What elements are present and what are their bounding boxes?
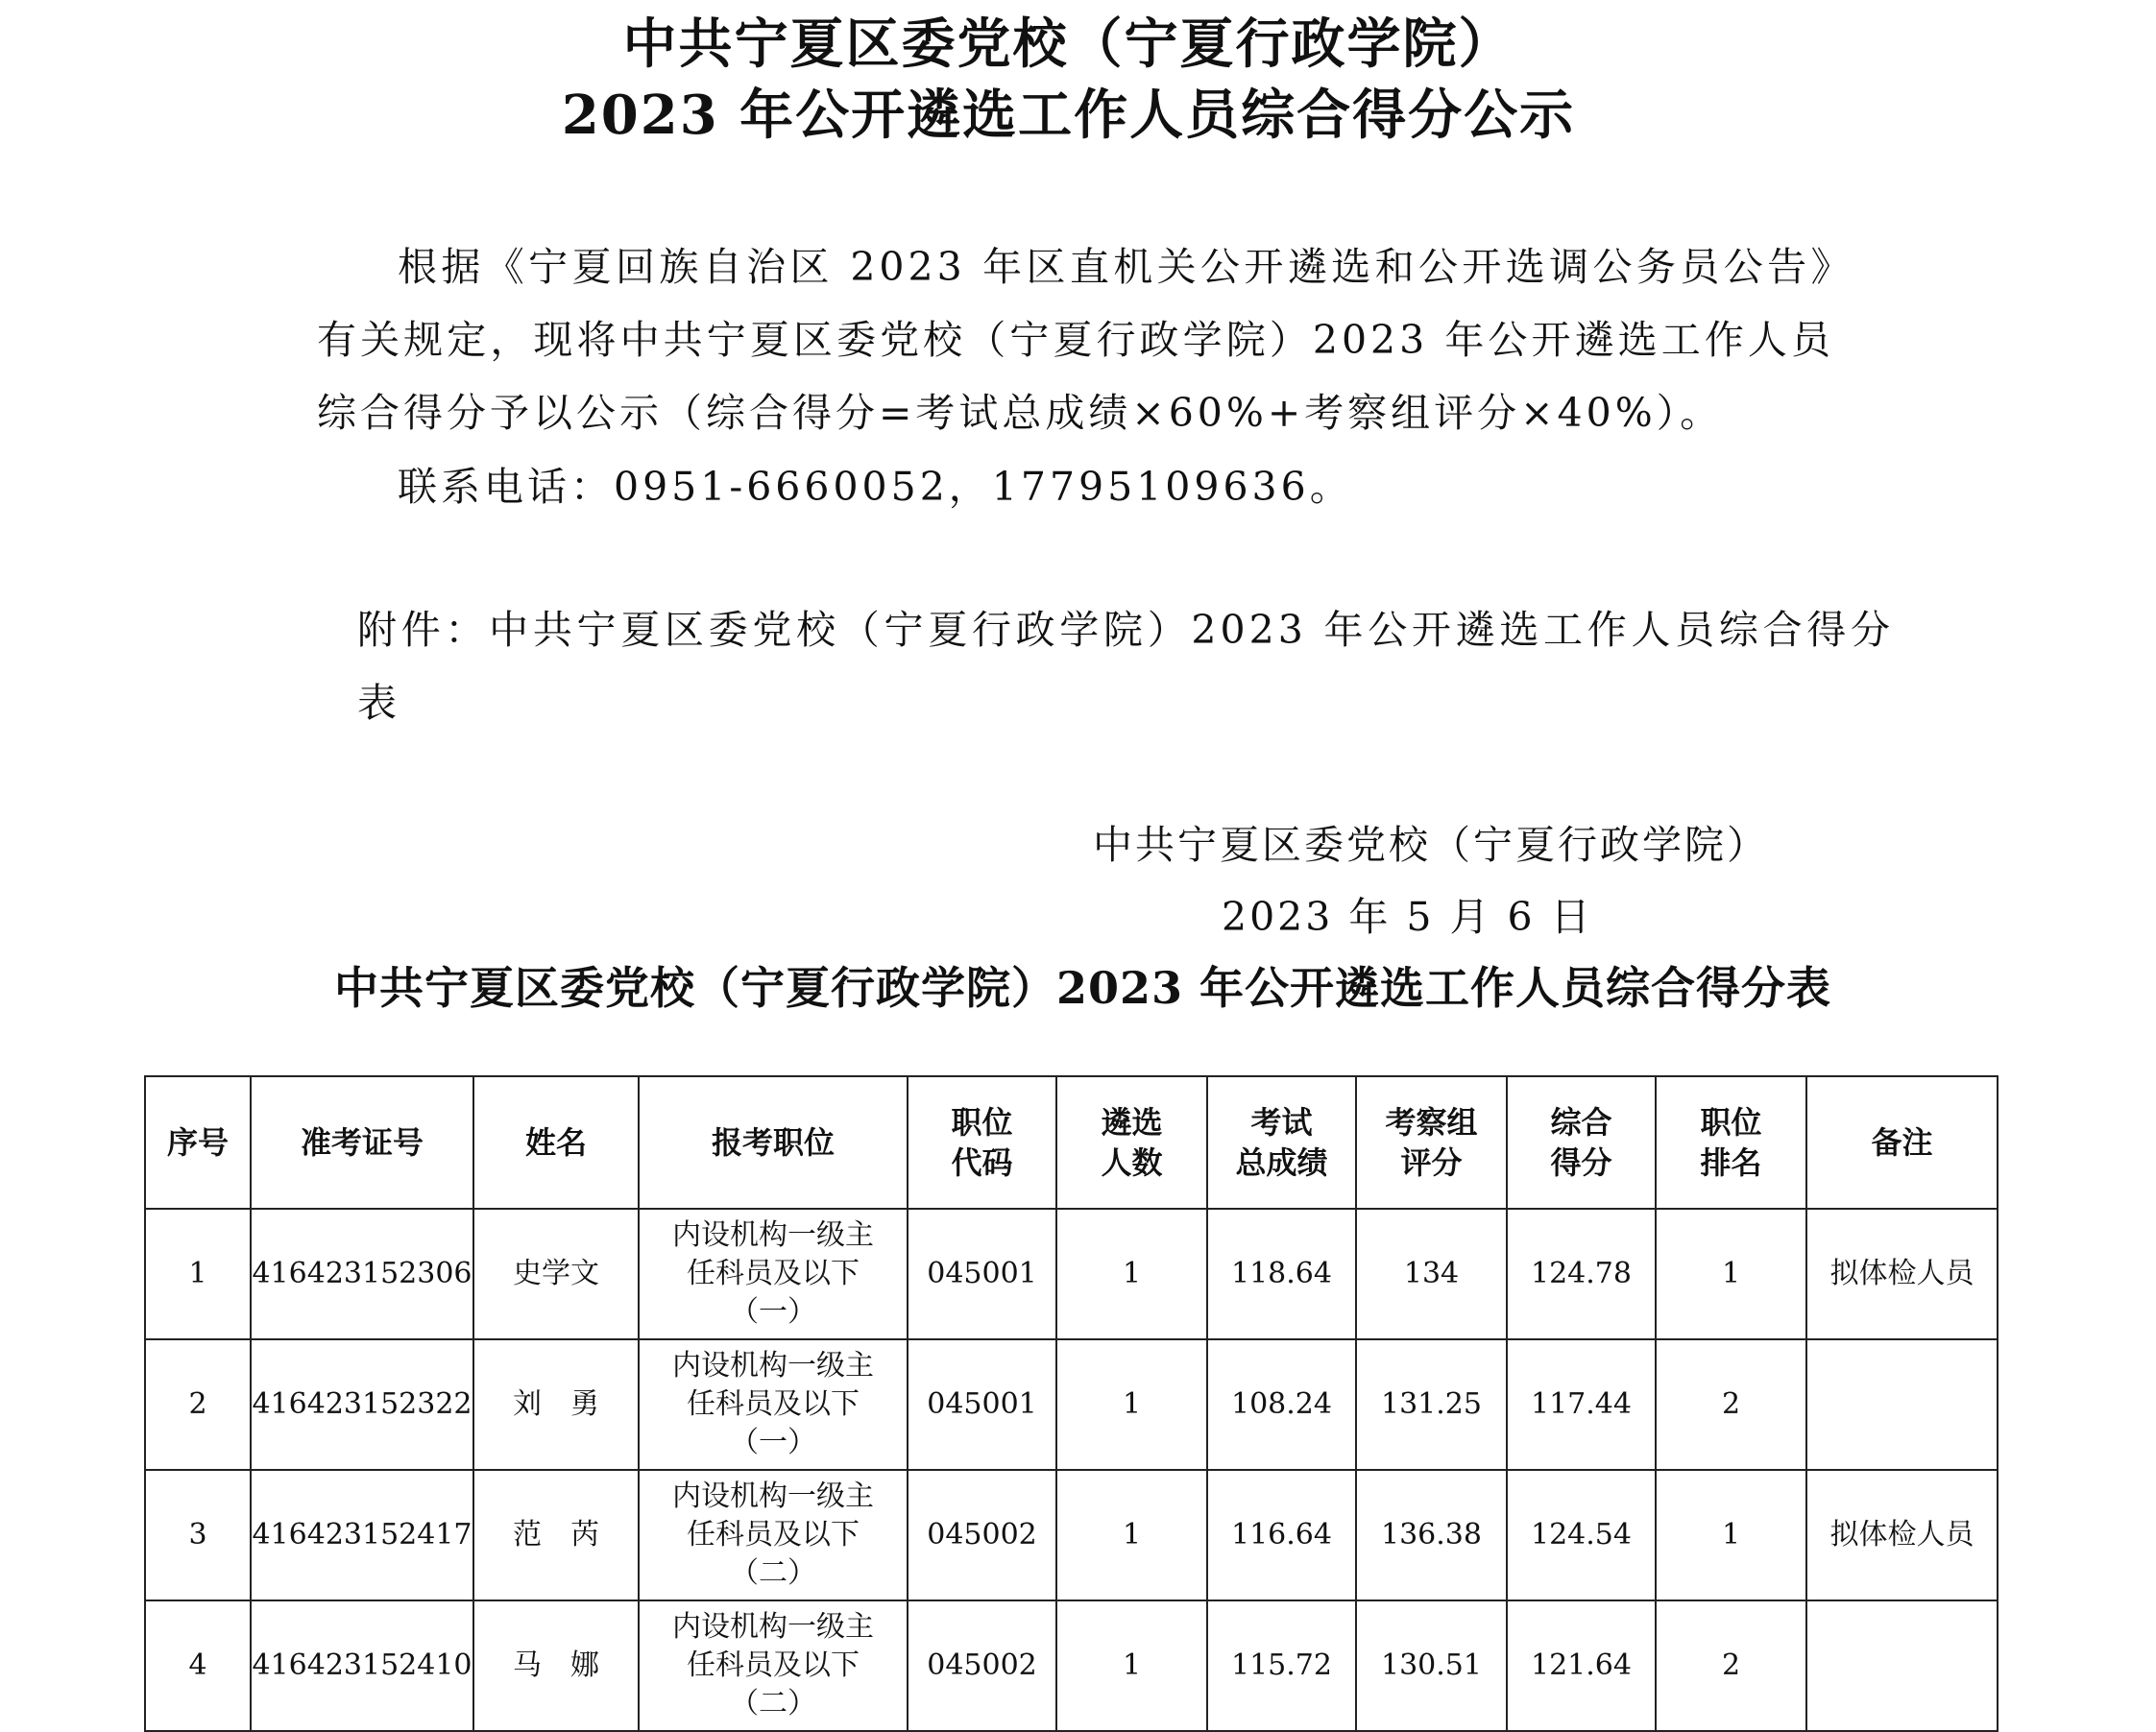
cell-remark: [1806, 1600, 1998, 1731]
header-rank: 职位 排名: [1656, 1076, 1806, 1209]
cell-exam-no: 416423152322: [251, 1339, 473, 1470]
score-table: [144, 1075, 1999, 1732]
cell-total-score: 124.54: [1507, 1470, 1656, 1600]
cell-exam-score: 118.64: [1207, 1209, 1356, 1339]
header-code: 职位 代码: [908, 1076, 1056, 1209]
cell-eval-score: 134: [1356, 1209, 1507, 1339]
header-exam-no: 准考证号: [251, 1076, 473, 1209]
cell-position: 内设机构一级主 任科员及以下 （一）: [639, 1339, 908, 1470]
cell-exam-score: 108.24: [1207, 1339, 1356, 1470]
cell-total-score: 124.78: [1507, 1209, 1656, 1339]
cell-code: 045001: [908, 1339, 1056, 1470]
cell-seq: 3: [145, 1470, 251, 1600]
cell-count: 1: [1056, 1470, 1207, 1600]
cell-position: 内设机构一级主 任科员及以下 （二）: [639, 1470, 908, 1600]
attachment-line: 附件：中共宁夏区委党校（宁夏行政学院）2023 年公开遴选工作人员综合得分表: [357, 607, 1894, 726]
signature-org: 中共宁夏区委党校（宁夏行政学院）: [1093, 822, 1769, 868]
cell-position: 内设机构一级主 任科员及以下 （二）: [639, 1600, 908, 1731]
cell-total-score: 117.44: [1507, 1339, 1656, 1470]
cell-seq: 2: [145, 1339, 251, 1470]
cell-rank: 2: [1656, 1339, 1806, 1470]
table-row: [145, 1339, 1998, 1470]
cell-name: 史学文: [473, 1209, 639, 1339]
cell-rank: 2: [1656, 1600, 1806, 1731]
header-seq: 序号: [145, 1076, 251, 1209]
cell-name: 马 娜: [473, 1600, 639, 1731]
cell-code: 045001: [908, 1209, 1056, 1339]
header-count: 遴选 人数: [1056, 1076, 1207, 1209]
cell-rank: 1: [1656, 1209, 1806, 1339]
table-header-row: [145, 1076, 1998, 1209]
title-line-1: 中共宁夏区委党校（宁夏行政学院）: [622, 12, 1514, 76]
cell-eval-score: 131.25: [1356, 1339, 1507, 1470]
header-total-score: 综合 得分: [1507, 1076, 1656, 1209]
cell-exam-no: 416423152410: [251, 1600, 473, 1731]
notice-paragraph: 根据《宁夏回族自治区 2023 年区直机关公开遴选和公开选调公务员公告》有关规定，现将中共宁夏区委党校（宁夏行政学院）2023 年公开遴选工作人员综合得分予以公示（综合得分=考试总成绩×60%+考察组评分×40%）。: [317, 244, 1834, 436]
cell-name: 范 芮: [473, 1470, 639, 1600]
cell-exam-score: 115.72: [1207, 1600, 1356, 1731]
cell-name: 刘 勇: [473, 1339, 639, 1470]
contact-line: 联系电话：0951-6660052，17795109636。: [398, 464, 1353, 510]
cell-remark: 拟体检人员: [1806, 1209, 1998, 1339]
cell-seq: 1: [145, 1209, 251, 1339]
cell-exam-no: 416423152417: [251, 1470, 473, 1600]
title-line-2: 2023 年公开遴选工作人员综合得分公示: [561, 84, 1576, 147]
signature-date: 2023 年 5 月 6 日: [1222, 894, 1593, 940]
cell-rank: 1: [1656, 1470, 1806, 1600]
table-row: [145, 1470, 1998, 1600]
table-title: 中共宁夏区委党校（宁夏行政学院）2023 年公开遴选工作人员综合得分表: [333, 962, 1832, 1014]
cell-seq: 4: [145, 1600, 251, 1731]
cell-remark: 拟体检人员: [1806, 1470, 1998, 1600]
cell-count: 1: [1056, 1339, 1207, 1470]
cell-count: 1: [1056, 1209, 1207, 1339]
cell-code: 045002: [908, 1600, 1056, 1731]
cell-exam-no: 416423152306: [251, 1209, 473, 1339]
header-exam-score: 考试 总成绩: [1207, 1076, 1356, 1209]
header-eval-score: 考察组 评分: [1356, 1076, 1507, 1209]
cell-eval-score: 136.38: [1356, 1470, 1507, 1600]
cell-code: 045002: [908, 1470, 1056, 1600]
header-remark: 备注: [1806, 1076, 1998, 1209]
cell-total-score: 121.64: [1507, 1600, 1656, 1731]
header-position: 报考职位: [639, 1076, 908, 1209]
cell-remark: [1806, 1339, 1998, 1470]
cell-eval-score: 130.51: [1356, 1600, 1507, 1731]
cell-exam-score: 116.64: [1207, 1470, 1356, 1600]
cell-position: 内设机构一级主 任科员及以下 （一）: [639, 1209, 908, 1339]
header-name: 姓名: [473, 1076, 639, 1209]
cell-count: 1: [1056, 1600, 1207, 1731]
table-row: [145, 1209, 1998, 1339]
table-row: [145, 1600, 1998, 1731]
